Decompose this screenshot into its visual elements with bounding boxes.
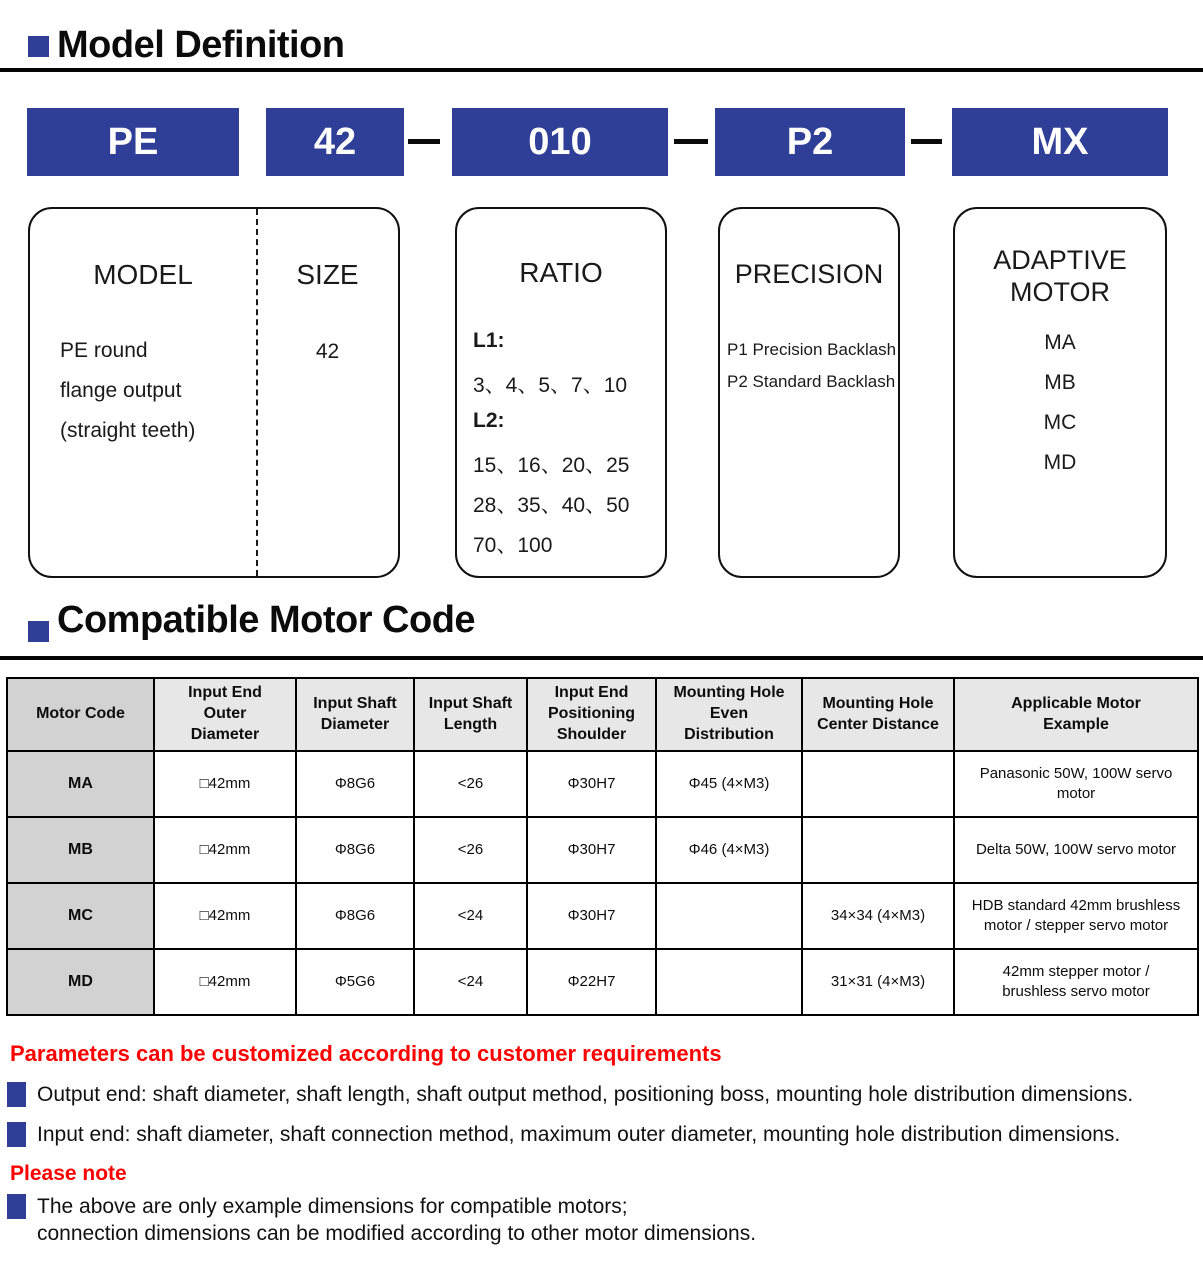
col-header-mounting-hole-center-distance: Mounting Hole Center Distance	[802, 678, 954, 751]
cell-positioning-shoulder: Φ30H7	[527, 817, 656, 883]
table-row-mb	[7, 817, 1198, 883]
model-line: (straight teeth)	[60, 419, 196, 442]
cell-hole-center-distance: 34×34 (4×M3)	[802, 883, 954, 949]
ratio-l2-label: L2:	[473, 409, 505, 432]
cell-positioning-shoulder: Φ30H7	[527, 883, 656, 949]
cell-hole-even-distribution: Φ46 (4×M3)	[656, 817, 802, 883]
cell-motor-example: Panasonic 50W, 100W servo motor	[954, 751, 1198, 817]
note-line-2: connection dimensions can be modified according to other motor dimensions.	[37, 1222, 757, 1245]
note-text	[37, 1193, 1037, 1247]
cell-outer-diameter: □42mm	[154, 949, 296, 1015]
model-code-segment-precision: P2	[715, 108, 905, 176]
ratio-l2-values: 70、100	[473, 534, 553, 557]
col-header-input-end-outer-diameter: Input End Outer Diameter	[154, 678, 296, 751]
cell-hole-even-distribution: Φ45 (4×M3)	[656, 751, 802, 817]
adaptive-item: MD	[1043, 451, 1077, 474]
section-divider	[0, 656, 1203, 660]
col-header-input-end-positioning-shoulder: Input End Positioning Shoulder	[527, 678, 656, 751]
table-row-mc	[7, 883, 1198, 949]
card-title-ratio: RATIO	[519, 257, 603, 288]
section-bullet-icon	[28, 621, 49, 642]
cell-shaft-length: <26	[414, 817, 527, 883]
note-input-end	[7, 1121, 1120, 1148]
adaptive-item: MB	[1044, 371, 1076, 394]
card-title-adaptive-2: MOTOR	[1010, 277, 1110, 307]
cell-positioning-shoulder: Φ22H7	[527, 949, 656, 1015]
precision-line: P1 Precision Backlash	[727, 340, 897, 359]
cell-hole-even-distribution	[656, 949, 802, 1015]
card-ratio	[455, 207, 667, 578]
cell-shaft-diameter: Φ8G6	[296, 817, 414, 883]
model-code-segment-size: 42	[266, 108, 404, 176]
cell-motor-example: 42mm stepper motor / brushless servo motor	[954, 949, 1198, 1015]
cell-hole-center-distance	[802, 751, 954, 817]
card-adaptive-motor	[953, 207, 1167, 578]
section-title-compatible-motor-code: Compatible Motor Code	[57, 599, 476, 641]
cell-motor-code: MB	[7, 817, 154, 883]
table-row-md	[7, 949, 1198, 1015]
ratio-l1-values: 3、4、5、7、10	[473, 374, 628, 397]
section-divider	[0, 68, 1203, 72]
col-header-input-shaft-diameter: Input Shaft Diameter	[296, 678, 414, 751]
dash-connector	[674, 139, 708, 144]
cell-shaft-length: <24	[414, 883, 527, 949]
model-code-segment-motor: MX	[952, 108, 1168, 176]
model-line: flange output	[60, 379, 182, 402]
list-bullet-icon	[7, 1082, 26, 1107]
cell-motor-example: Delta 50W, 100W servo motor	[954, 817, 1198, 883]
dash-connector	[408, 139, 440, 144]
cell-outer-diameter: □42mm	[154, 751, 296, 817]
cell-outer-diameter: □42mm	[154, 817, 296, 883]
section-title-model-definition: Model Definition	[57, 24, 345, 66]
compatible-motor-table	[6, 677, 1199, 1016]
note-line-1: The above are only example dimensions for compatible motors;	[37, 1195, 628, 1218]
list-bullet-icon	[7, 1194, 26, 1219]
cell-hole-center-distance	[802, 817, 954, 883]
col-header-applicable-motor-example: Applicable Motor Example	[954, 678, 1198, 751]
card-model-size	[28, 207, 400, 578]
cell-motor-example: HDB standard 42mm brushless motor / stepper servo motor	[954, 883, 1198, 949]
section-bullet-icon	[28, 36, 49, 57]
model-code-segment-pe: PE	[27, 108, 239, 176]
cell-shaft-length: <26	[414, 751, 527, 817]
size-value: 42	[315, 340, 340, 363]
ratio-l2-values: 28、35、40、50	[473, 494, 630, 517]
adaptive-item: MC	[1043, 411, 1077, 434]
col-header-motor-code: Motor Code	[7, 678, 154, 751]
cell-motor-code: MA	[7, 751, 154, 817]
card-title-precision: PRECISION	[734, 259, 884, 289]
model-code-segment-ratio: 010	[452, 108, 668, 176]
cell-outer-diameter: □42mm	[154, 883, 296, 949]
table-header-row	[7, 678, 1198, 751]
dash-connector	[911, 139, 942, 144]
model-line: PE round	[60, 339, 148, 362]
cell-shaft-length: <24	[414, 949, 527, 1015]
customization-note-title: Parameters can be customized according to customer requirements	[10, 1041, 722, 1066]
card-title-size: SIZE	[296, 259, 359, 290]
card-precision	[718, 207, 900, 578]
note-text: Input end: shaft diameter, shaft connection method, maximum outer diameter, mounting hole distribution dimensions.	[37, 1123, 1121, 1146]
please-note-title: Please note	[10, 1162, 127, 1185]
card-title-adaptive-1: ADAPTIVE	[993, 245, 1127, 275]
cell-positioning-shoulder: Φ30H7	[527, 751, 656, 817]
list-bullet-icon	[7, 1122, 26, 1147]
cell-motor-code: MC	[7, 883, 154, 949]
table-row-ma	[7, 751, 1198, 817]
cell-shaft-diameter: Φ8G6	[296, 883, 414, 949]
col-header-mounting-hole-even-distribution: Mounting Hole Even Distribution	[656, 678, 802, 751]
note-output-end	[7, 1081, 1133, 1108]
adaptive-item: MA	[1044, 331, 1076, 354]
note-text: Output end: shaft diameter, shaft length, shaft output method, positioning boss, mounting hole distribution dimensions.	[37, 1083, 1134, 1106]
ratio-l1-label: L1:	[473, 329, 505, 352]
card-title-model: MODEL	[93, 259, 193, 290]
col-header-input-shaft-length: Input Shaft Length	[414, 678, 527, 751]
cell-hole-center-distance: 31×31 (4×M3)	[802, 949, 954, 1015]
precision-line: P2 Standard Backlash	[727, 372, 896, 391]
cell-hole-even-distribution	[656, 883, 802, 949]
cell-motor-code: MD	[7, 949, 154, 1015]
cell-shaft-diameter: Φ8G6	[296, 751, 414, 817]
note-example-dimensions	[7, 1193, 1037, 1247]
ratio-l2-values: 15、16、20、25	[473, 454, 630, 477]
cell-shaft-diameter: Φ5G6	[296, 949, 414, 1015]
